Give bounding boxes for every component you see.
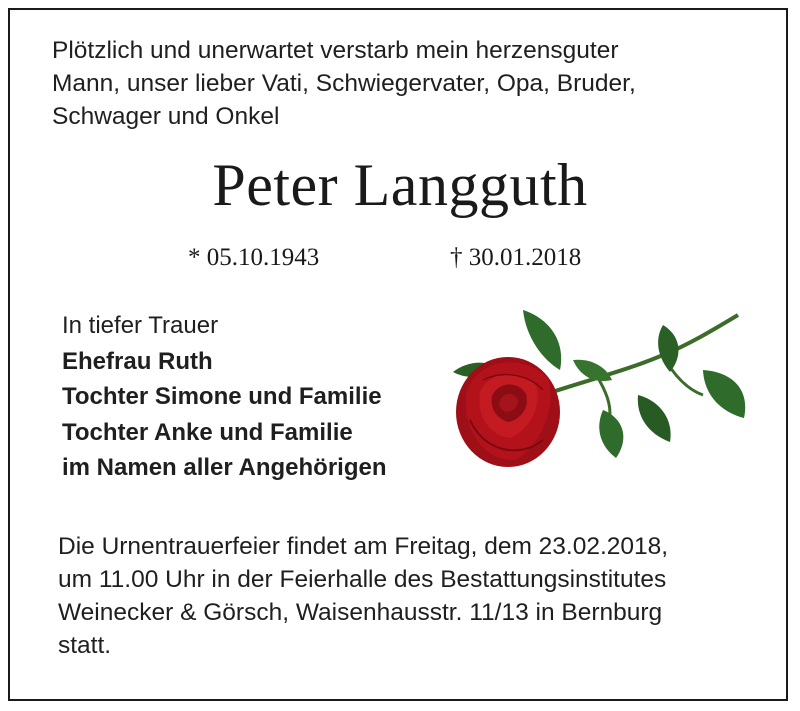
ceremony-line: statt. [58, 632, 112, 659]
intro-line: Mann, unser lieber Vati, Schwiegervater, Opa, Bruder, [52, 70, 636, 97]
deceased-name: Peter Langguth [212, 152, 588, 218]
intro-line: Plötzlich und unerwartet verstarb mein herzensguter [52, 37, 619, 64]
mourner-name: Tochter Anke und Familie [62, 418, 353, 446]
red-rose-image [448, 300, 758, 480]
mourner-name: Tochter Simone und Familie [62, 383, 382, 410]
intro-text [52, 34, 732, 133]
death-date: † 30.01.2018 [450, 244, 582, 271]
mourning-intro: In tiefer Trauer [62, 312, 219, 339]
ceremony-line: um 11.00 Uhr in der Feierhalle des Bestattungsinstitutes [58, 566, 667, 593]
ceremony-line: Die Urnentrauerfeier findet am Freitag, dem 23.02.2018, [58, 533, 669, 560]
mourner-name: im Namen aller Angehörigen [62, 454, 387, 481]
birth-date: * 05.10.1943 [188, 244, 320, 271]
mourner-name: Ehefrau Ruth [62, 347, 213, 375]
mourners-block [62, 308, 387, 486]
ceremony-text [58, 530, 758, 662]
ceremony-line: Weinecker & Görsch, Waisenhausstr. 11/13 in Bernburg [58, 599, 663, 626]
intro-line: Schwager und Onkel [52, 103, 280, 130]
